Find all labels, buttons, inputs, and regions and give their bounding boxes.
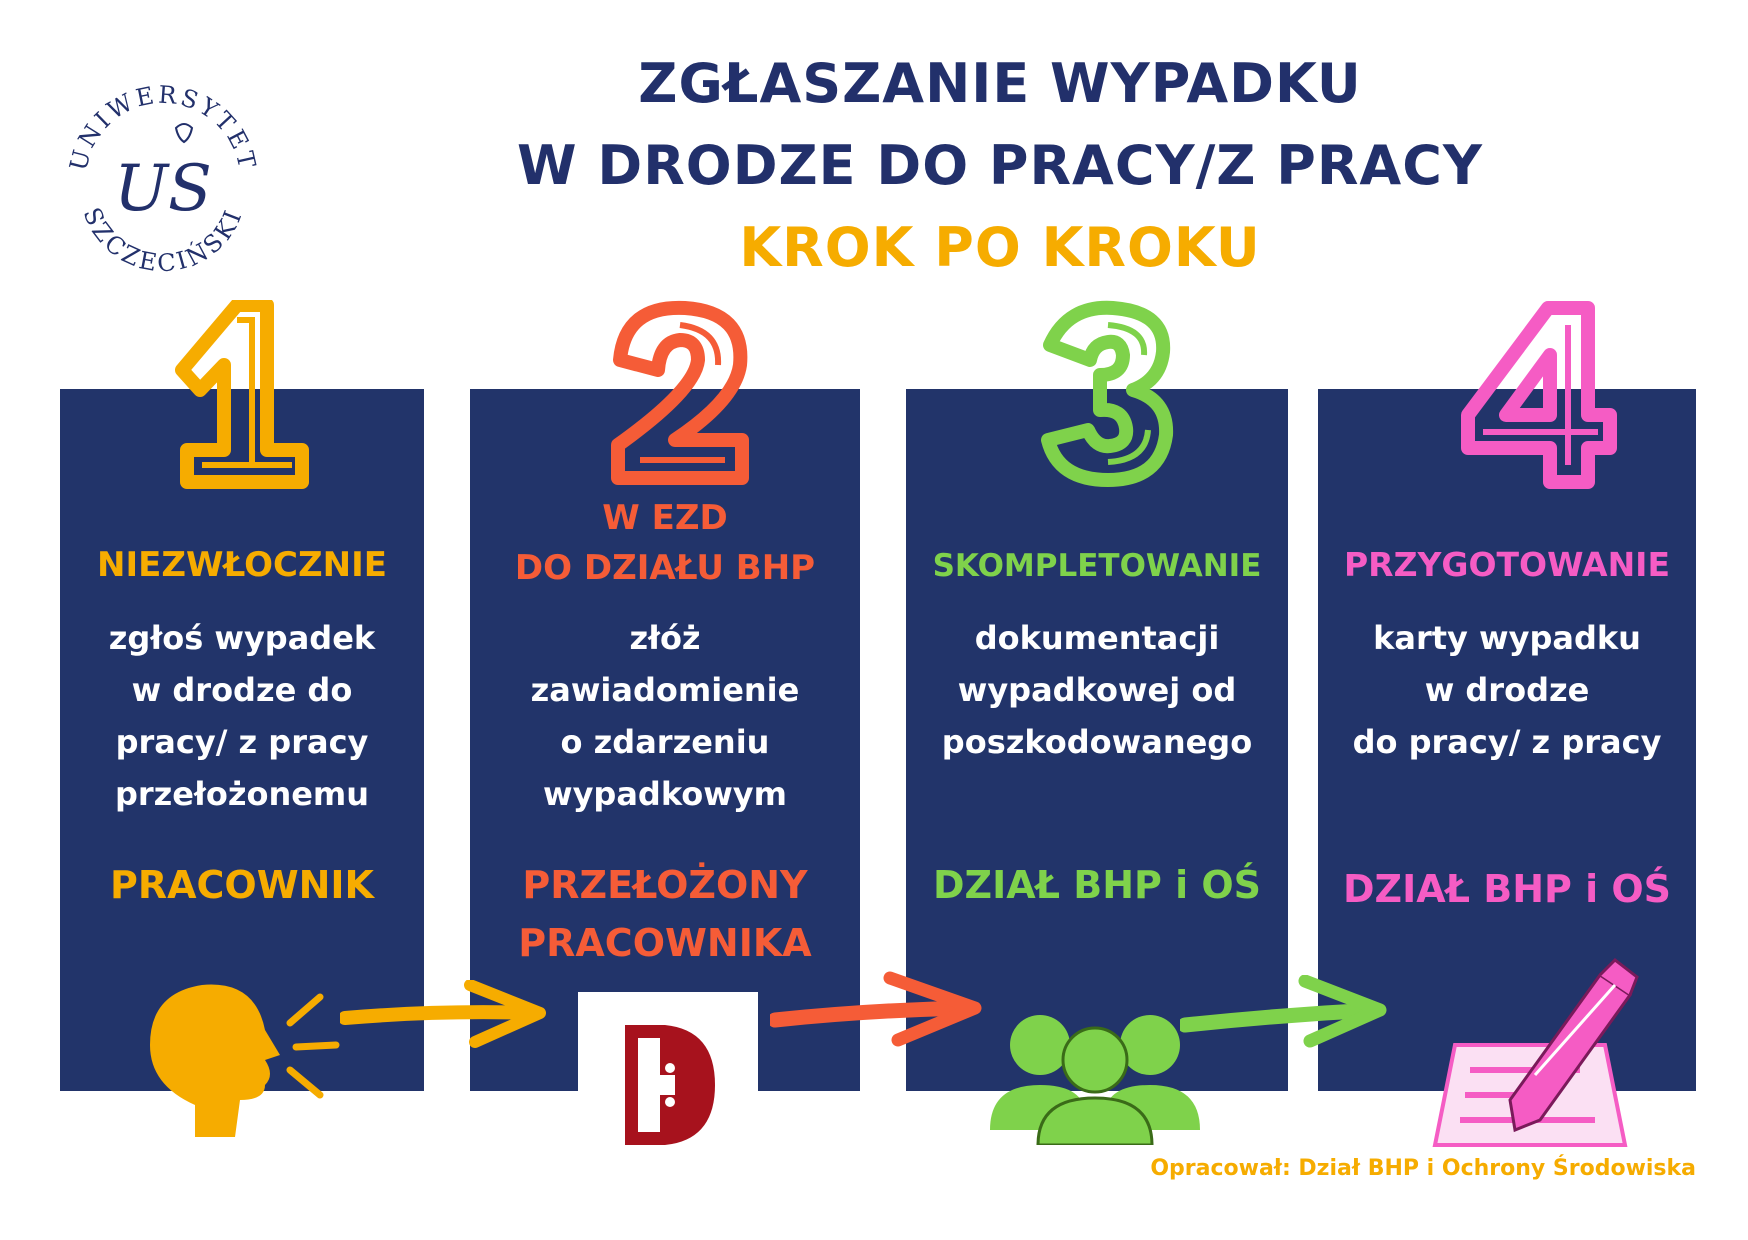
step-3-role: DZIAŁ BHP i OŚ <box>932 863 1262 907</box>
logo-arc-top: UNIWERSYTET <box>64 80 262 174</box>
step-1-number <box>142 300 342 490</box>
step-2-body: złóż zawiadomienie o zdarzeniu wypadkowym <box>530 619 800 813</box>
step-1-role: PRACOWNIK <box>109 863 374 907</box>
step-4-number <box>1438 300 1638 490</box>
page-title-line-1: ZGŁASZANIE WYPADKU <box>638 52 1362 115</box>
page-title-line-2: W DRODZE DO PRACY/Z PRACY <box>517 134 1483 197</box>
people-group-icon <box>990 1010 1200 1145</box>
step-1-body: zgłoś wypadek w drodze do pracy/ z pracy przełożonemu <box>108 619 376 813</box>
step-2-number <box>580 300 780 490</box>
step-4-body: karty wypadku w drodze do pracy/ z pracy <box>1352 619 1662 761</box>
arrow-right-icon <box>340 980 550 1050</box>
step-4-role: DZIAŁ BHP i OŚ <box>1342 867 1672 911</box>
step-2-role: PRZEŁOŻONY PRACOWNIKA <box>518 863 812 965</box>
ezd-logo-icon <box>620 1020 720 1150</box>
logo-monogram: US <box>114 152 212 226</box>
university-logo <box>58 70 268 280</box>
footer-credit: Opracował: Dział BHP i Ochrony Środowiska <box>1150 1156 1696 1181</box>
griffin-icon <box>176 124 192 142</box>
pen-document-icon <box>1425 955 1645 1150</box>
page-subtitle: KROK PO KROKU <box>739 216 1261 279</box>
step-3-body: dokumentacji wypadkowej od poszkodowanego <box>941 619 1253 761</box>
step-2-heading-top: W EZD <box>602 498 728 538</box>
logo-arc-bottom: SZCZECIŃSKI <box>77 203 249 278</box>
arrow-right-icon <box>770 970 985 1050</box>
step-1-heading: NIEZWŁOCZNIE <box>97 545 387 585</box>
step-4-heading: PRZYGOTOWANIE <box>1343 545 1671 584</box>
step-3-number <box>1008 300 1208 490</box>
speaking-head-icon <box>140 975 340 1137</box>
arrow-right-icon <box>1180 975 1390 1050</box>
step-2-heading: DO DZIAŁU BHP <box>514 548 816 588</box>
step-3-heading: SKOMPLETOWANIE <box>932 548 1262 584</box>
